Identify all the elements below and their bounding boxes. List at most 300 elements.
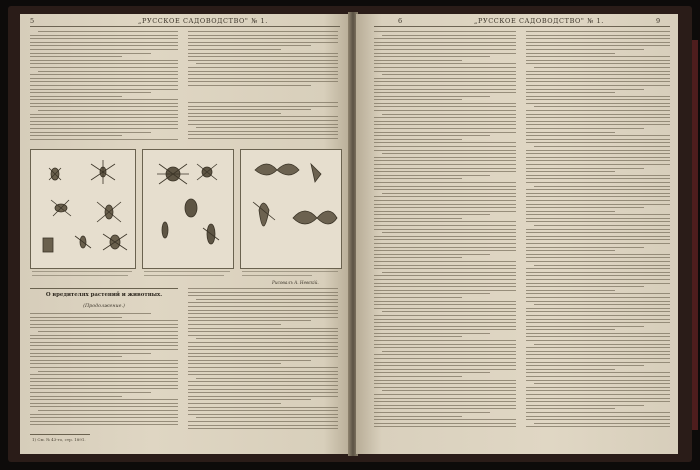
text-line [30,53,151,54]
text-line [188,360,311,361]
text-line [188,396,338,397]
text-line [374,247,516,248]
text-line [30,424,178,425]
text-line [30,313,151,314]
text-line [188,346,338,347]
text-line [374,319,516,320]
text-line [30,103,178,104]
text-line [374,164,516,165]
text-line [30,106,178,107]
text-line [374,250,516,251]
text-line [526,412,670,413]
text-line [30,338,178,339]
text-line [188,71,338,72]
text-line [374,243,516,244]
text-line [526,243,670,244]
text-line [526,128,644,129]
text-line [526,171,615,172]
text-line [374,297,462,298]
text-line [30,42,178,43]
running-header-left: „РУССКОЕ САДОВОДСТВО" № 1. [138,17,268,25]
text-line [382,35,516,36]
text-line [30,374,178,375]
text-line [374,344,516,345]
text-line [188,116,338,117]
text-line [30,417,178,418]
text-line [374,78,516,79]
article-subheading: (Продолжение.) [83,304,125,309]
text-line [188,342,338,343]
text-line [374,207,516,208]
text-line [188,349,338,350]
text-line [374,286,516,287]
text-line [526,319,670,320]
text-line [188,367,338,368]
text-line [526,426,670,427]
text-line [526,42,670,43]
text-line [374,110,516,111]
header-rule [30,26,340,27]
text-line [374,45,516,46]
text-line [374,63,516,64]
text-line [526,92,615,93]
text-line [526,362,670,363]
text-line [188,134,338,135]
text-line [374,42,516,43]
text-line [374,71,516,72]
text-line [534,67,670,68]
text-line [30,385,178,386]
text-line [526,387,670,388]
text-line [374,229,516,230]
text-line [374,261,516,262]
text-line [30,81,178,82]
text-line [526,358,670,359]
text-line [534,146,670,147]
text-line [526,53,615,54]
text-line [374,142,516,143]
text-line [188,421,338,422]
text-line [30,60,178,61]
text-line [196,63,338,64]
text-line [374,358,516,359]
text-line [526,35,670,36]
text-line [30,367,178,368]
text-line [526,193,670,194]
text-line [374,186,516,187]
text-line [188,138,338,139]
text-line [526,250,615,251]
text-line [534,344,670,345]
text-line [30,342,178,343]
text-line [526,340,670,341]
text-line [374,290,516,291]
text-line [526,236,670,237]
text-line [526,103,670,104]
text-line [526,99,670,100]
text-line [526,416,670,417]
text-line [526,376,670,377]
text-line [30,49,178,50]
text-line [30,74,178,75]
text-line [374,354,516,355]
text-line [188,317,338,318]
text-line [374,254,490,255]
text-line [374,365,516,366]
text-line [526,398,670,399]
text-line [374,146,516,147]
text-line [30,396,122,397]
text-line [526,261,670,262]
text-line [30,320,178,321]
text-line [526,81,670,82]
text-line [526,139,670,140]
text-line [38,331,178,332]
text-line [188,356,338,357]
text-line [526,89,644,90]
text-line [30,85,178,86]
text-line [374,423,516,424]
text-line [526,347,670,348]
text-line [374,168,516,169]
text-line [374,121,516,122]
text-column-top-right [188,31,338,91]
text-line [30,89,178,90]
text-line [526,114,670,115]
text-line [526,336,670,337]
text-line [188,328,338,329]
text-line [374,383,516,384]
text-line [188,106,338,107]
text-column-right-2 [526,31,670,431]
book-edge [692,40,698,430]
text-line [374,150,516,151]
text-line [526,380,670,381]
text-line [188,324,281,325]
text-line [38,371,178,372]
text-line [526,45,670,46]
text-line [374,308,516,309]
text-line [188,407,338,408]
text-line [374,128,516,129]
text-line [534,186,670,187]
text-line [374,221,516,222]
text-line [374,333,490,334]
text-line [526,369,615,370]
text-line [188,313,338,314]
text-line [382,193,516,194]
text-line [188,306,338,307]
text-line [188,31,338,32]
text-line [196,127,338,128]
text-line [196,417,338,418]
text-line [188,120,338,121]
text-line [188,389,338,390]
text-line [374,85,516,86]
text-line [526,239,670,240]
text-line [526,60,670,61]
text-line [374,416,462,417]
text-line [38,71,178,72]
text-line [534,304,670,305]
text-line [374,67,516,68]
text-line [188,38,338,39]
text-line [188,45,311,46]
text-line [382,114,516,115]
text-line [526,326,644,327]
text-line [374,419,516,420]
text-line [374,124,516,125]
text-line [374,135,490,136]
text-line [526,247,644,248]
insects-illustration-2 [143,150,233,268]
text-line [374,38,516,39]
text-line [526,408,615,409]
text-column-right-1 [374,31,516,431]
text-line [30,392,151,393]
text-column-bottom-left [30,313,178,431]
text-line [526,394,670,395]
text-line [188,74,338,75]
text-line [30,117,178,118]
text-line [382,232,516,233]
text-line [188,428,338,429]
text-line [188,288,338,289]
text-line [374,99,462,100]
text-line [188,425,338,426]
text-line [374,239,516,240]
text-line [188,292,338,293]
text-line [30,327,178,328]
text-line [526,110,670,111]
text-line [188,335,338,336]
text-line [374,189,516,190]
text-line [526,196,670,197]
text-line [374,283,516,284]
text-line [526,214,670,215]
text-line [188,403,281,404]
text-line [526,49,644,50]
text-line [526,74,670,75]
text-line [188,113,281,114]
text-line [526,211,615,212]
text-line [526,351,670,352]
text-line [526,297,670,298]
text-column-bottom-right [188,288,338,434]
running-header-right: „РУССКОЕ САДОВОДСТВО" № 1. [474,17,604,25]
text-line [30,353,151,354]
text-line [526,272,670,273]
text-line [526,153,670,154]
text-line [38,410,178,411]
text-line [30,114,178,115]
text-line [30,399,178,400]
text-line [526,322,670,323]
text-line [188,56,338,57]
text-line [38,31,178,32]
text-line [526,390,670,391]
text-line [30,56,122,57]
text-line [374,160,516,161]
page-number-right: 6 [398,17,403,25]
text-line [374,31,516,32]
text-line [526,293,670,294]
text-line [526,279,670,280]
text-line [30,78,178,79]
text-line [374,106,516,107]
text-line [526,175,670,176]
text-line [30,99,178,100]
text-line [188,81,338,82]
text-line [526,221,670,222]
text-line [526,121,670,122]
text-line [526,168,644,169]
text-line [526,275,670,276]
text-line [30,406,178,407]
text-line [374,301,516,302]
text-line [30,335,178,336]
text-line [526,333,670,334]
text-line [188,392,338,393]
text-line [374,178,462,179]
page-number-left: 5 [30,17,35,25]
text-line [374,196,516,197]
text-line [188,67,338,68]
text-line [188,414,338,415]
article-heading: О вредителях растений и животных. [45,292,163,298]
text-line [188,53,338,54]
text-line [374,214,490,215]
text-column-top-left [30,31,178,143]
text-line [188,35,338,36]
text-line [188,371,338,372]
text-line [374,81,516,82]
text-line [526,365,644,366]
text-line [30,356,122,357]
text-line [374,182,516,183]
text-line [374,426,516,427]
text-line [526,135,670,136]
text-line [526,178,670,179]
text-line [374,117,516,118]
text-line [526,31,670,32]
text-line [526,117,670,118]
text-line [534,383,670,384]
text-line [374,96,490,97]
text-line [374,175,490,176]
text-line [534,106,670,107]
text-line [30,121,178,122]
text-line [30,345,178,346]
text-line [30,63,178,64]
text-line [526,96,670,97]
text-line [30,124,178,125]
text-line [30,67,178,68]
text-line [374,268,516,269]
text-line [30,135,122,136]
text-line [374,275,516,276]
text-line [30,414,178,415]
text-line [188,331,338,332]
text-line [30,421,178,422]
text-line [188,42,338,43]
page-number-right-far: 9 [656,17,661,25]
text-line [526,124,670,125]
text-line [374,103,516,104]
text-line [374,380,516,381]
text-line [374,279,516,280]
text-line [526,56,670,57]
text-line [526,78,670,79]
text-line [526,71,670,72]
text-column-top-right-2 [188,102,338,144]
text-line [526,372,670,373]
insects-illustration-3 [241,150,341,268]
text-line [30,388,178,389]
text-line [374,387,516,388]
text-line [526,311,670,312]
text-line [526,354,670,355]
text-line [382,390,516,391]
text-line [188,374,338,375]
text-line [374,225,516,226]
text-line [188,320,311,321]
text-line [382,272,516,273]
text-line [188,78,338,79]
text-line [526,254,670,255]
text-line [374,394,516,395]
text-line [526,63,670,64]
text-line [188,60,338,61]
text-line [526,283,670,284]
text-line [374,401,516,402]
text-line [374,405,516,406]
text-line [188,102,338,103]
text-line [374,211,516,212]
text-line [526,189,670,190]
text-line [30,317,122,318]
text-line [196,299,338,300]
text-line [374,369,516,370]
text-line [30,378,178,379]
text-line [526,257,670,258]
text-line [526,150,670,151]
text-line [526,315,670,316]
text-line [526,301,670,302]
text-line [374,372,490,373]
text-line [196,378,338,379]
text-line [382,153,516,154]
header-rule-right [374,26,670,27]
text-line [30,403,178,404]
text-line [374,218,462,219]
text-line [374,171,516,172]
text-line [30,349,178,350]
text-line [382,351,516,352]
text-line [30,324,178,325]
text-line [526,204,670,205]
text-line [526,268,670,269]
text-line [374,293,490,294]
text-line [188,295,338,296]
text-line [374,132,516,133]
text-line [526,290,615,291]
text-line [526,308,670,309]
text-line [188,49,281,50]
text-line [374,89,516,90]
left-page [20,14,350,454]
text-line [374,326,516,327]
